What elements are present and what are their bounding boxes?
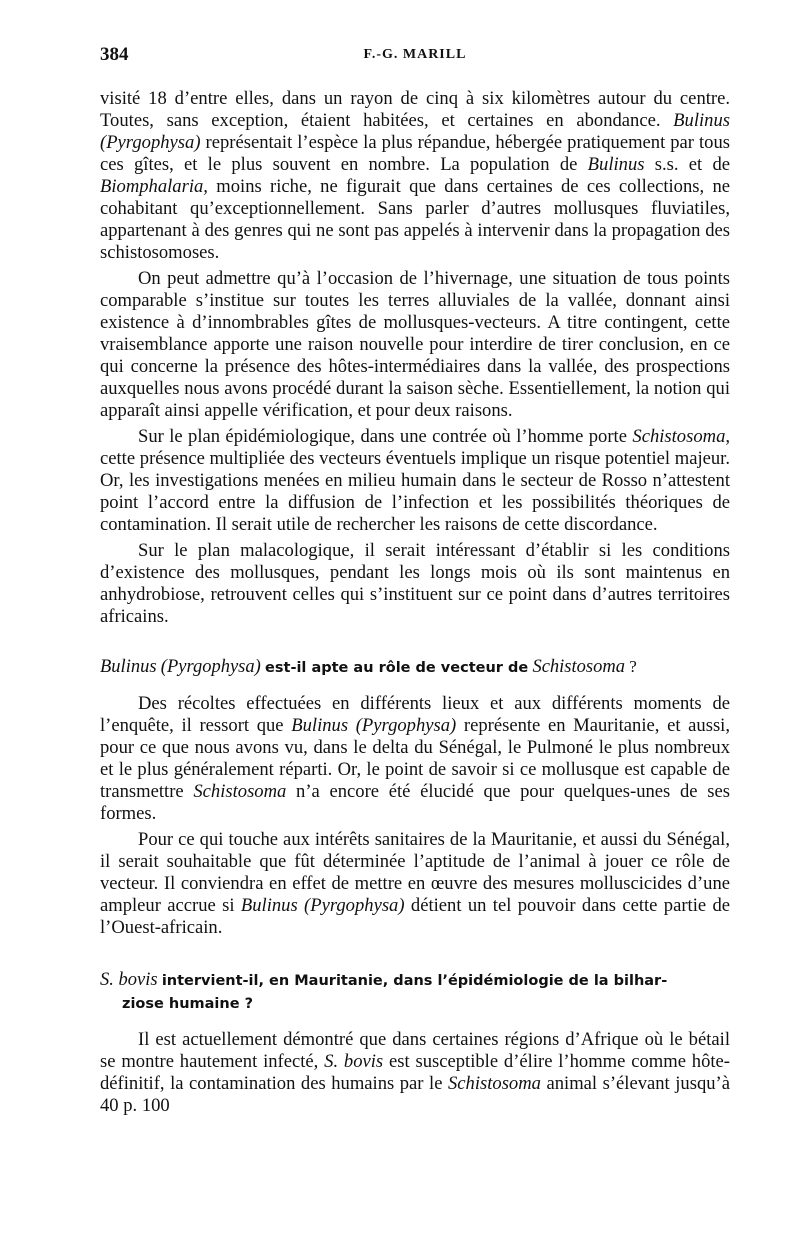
page-number: 384: [100, 44, 129, 65]
section-heading-s-bovis: S. bovis intervient-il, en Mauritanie, dans l’épidémiologie de la bilhar- ziose humaine ?: [100, 970, 668, 1012]
paragraph: Sur le plan épidémiologique, dans une contrée où l’homme porte Schistosoma, cette présence multipliée des vecteurs éventuels implique un risque potentiel majeur. Or, les investigations menées en milieu humain dans le secteur de Rosso n’attestent point l’accord entre la diffusion de l’infection et les possibilités théoriques de contamination. Il serait utile de rechercher les raisons de cette discordance.: [100, 426, 731, 535]
paragraph: Il est actuellement démontré que dans certaines régions d’Afrique où le bétail se montre hautement infecté, S. bovis est susceptible d’élire l’homme comme hôte-définitif, la contamination des humains par le Schistosoma animal s’élevant jusqu’à 40 p. 100: [100, 1029, 730, 1116]
paragraph: On peut admettre qu’à l’occasion de l’hivernage, une situation de tous points comparable s’institue sur toutes les terres alluviales de la vallée, donnant ainsi existence à d’innombrables gîtes de mollusques-vecteurs. A titre contingent, cette vraisemblance apporte une raison nouvelle pour interdire de tirer conclusion, en ce qui concerne la présence des hôtes-intermédiaires dans la vallée, des prospections auxquelles nous avons procédé durant la saison sèche. Essentiellement, la notion qui apparaît ainsi appelle vérification, et pour deux raisons.: [100, 268, 730, 421]
running-header-author: F.-G. MARILL: [363, 47, 467, 62]
paragraph: visité 18 d’entre elles, dans un rayon de cinq à six kilomètres autour du centre. Toutes, sans exception, étaient habitées, et certaines en abondance. Bulinus (Pyrgophysa) représentait l’espèce la plus répandue, hébergée pratiquement par tous ces gîtes, et le plus souvent en nombre. La population de Bulinus s.s. et de Biomphalaria, moins riche, ne figurait que dans certaines de ces collections, ne cohabitant qu’exceptionnellement. Sans parler d’autres mollusques fluviatiles, appartenant à des genres qui ne sont pas appelés à intervenir dans la propagation des schistosomoses.: [100, 88, 731, 263]
section-body-s-bovis: [100, 1029, 730, 1117]
section-continuation: [100, 88, 730, 628]
section-heading-bulinus: Bulinus (Pyrgophysa) est-il apte au rôle de vecteur de Schistosoma ?: [100, 657, 637, 677]
paragraph: Pour ce qui touche aux intérêts sanitaires de la Mauritanie, et aussi du Sénégal, il serait souhaitable que fût déterminée l’aptitude de l’animal à jouer ce rôle de vecteur. Il conviendra en effet de mettre en œuvre des mesures molluscicides d’une ampleur accrue si Bulinus (Pyrgophysa) détient un tel pouvoir dans cette partie de l’Ouest-africain.: [100, 829, 731, 938]
paragraph: Des récoltes effectuées en différents lieux et aux différents moments de l’enquête, il ressort que Bulinus (Pyrgophysa) représente en Mauritanie, et aussi, pour ce que nous avons vu, dans le delta du Sénégal, le Pulmoné le plus nombreux et le plus généralement réparti. Or, le point de savoir si ce mollusque est capable de transmettre Schistosoma n’a encore été élucidé que pour quelques-unes de ses formes.: [100, 693, 730, 824]
paragraph: Sur le plan malacologique, il serait intéressant d’établir si les conditions d’existence des mollusques, pendant les longs mois où ils sont maintenus en anhydrobiose, retrouvent celles qui s’instituent sur ce point dans d’autres territoires africains.: [100, 540, 730, 627]
section-body-bulinus: [100, 693, 730, 939]
document-page: [100, 44, 730, 1117]
running-header: [100, 44, 730, 74]
